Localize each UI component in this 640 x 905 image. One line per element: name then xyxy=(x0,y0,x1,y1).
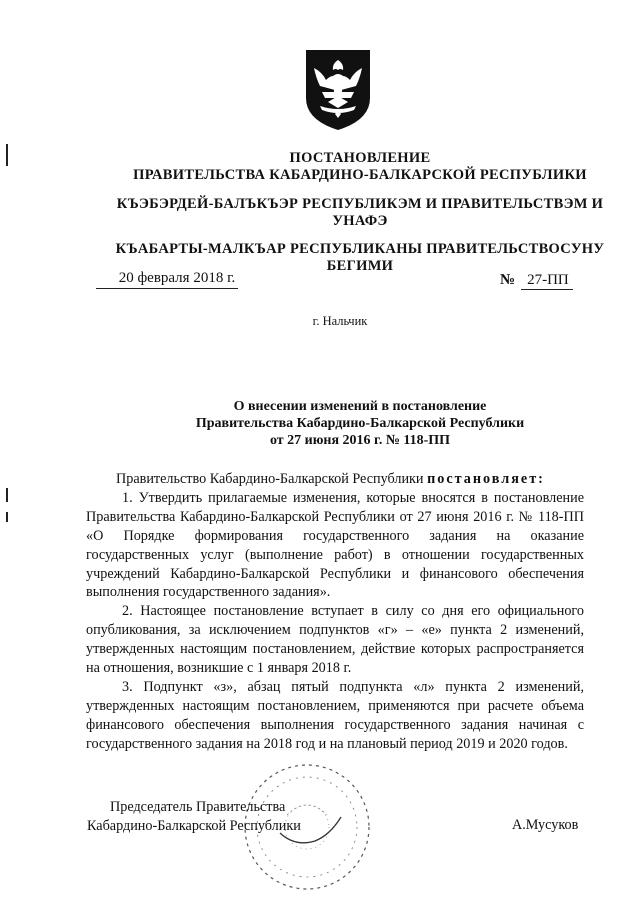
intro-keyword: постановляет: xyxy=(427,471,545,487)
government-name-balkar: КЪАБАРТЫ-МАЛКЪАР РЕСПУБЛИКАНЫ ПРАВИТЕЛЬСТВОСУНУ xyxy=(115,241,605,257)
government-name-kabardian-cont: УНАФЭ xyxy=(332,213,388,229)
intro-text: Правительство Кабардино-Балкарской Республики xyxy=(116,471,428,487)
paragraph-3: 3. Подпункт «з», абзац пятый подпункта «л» пункта 2 изменений, утвержденных настоящим постановлением, применяются при расчете объема финансового обеспечения выполнения государственного задания начиная с государственного задания на 2018 год и на плановый период 2019 и 2020 годов. xyxy=(86,678,584,752)
date-value: 20 февраля 2018 г. xyxy=(118,270,236,286)
city-name: г. Нальчик xyxy=(312,314,368,328)
decree-title-line: О внесении изменений в постановление xyxy=(233,399,487,414)
decree-date xyxy=(96,270,238,289)
date-underline xyxy=(96,288,238,289)
decree-body xyxy=(86,470,584,754)
signatory-position-line1: Председатель Правительства xyxy=(110,799,286,815)
number-value: 27-ПП xyxy=(521,272,573,290)
decree-title-line: Правительства Кабардино-Балкарской Республики xyxy=(195,416,525,431)
paragraph-2: 2. Настоящее постановление вступает в силу со дня его официального опубликования, за исключением подпунктов «г» – «е» пункта 2 изменений, утвержденных настоящим постановлением, действие которых распространяется на отношения, возникшие с 1 января 2018 г. xyxy=(86,603,584,677)
intro-paragraph xyxy=(86,470,584,489)
coat-of-arms-icon xyxy=(302,46,374,132)
signatory-position xyxy=(87,798,301,836)
government-name-kabardian: КЪЭБЭРДЕЙ-БАЛЪКЪЭР РЕСПУБЛИКЭМ И ПРАВИТЕЛЬСТВЭМ И xyxy=(116,196,604,212)
decree-number xyxy=(500,272,590,290)
decree-title-line: от 27 июня 2016 г. № 118-ПП xyxy=(269,433,451,448)
government-name-balkar-cont: БЕГИМИ xyxy=(326,258,394,274)
number-sign: № xyxy=(500,272,516,288)
signatory-position-line2: Кабардино-Балкарской Республики xyxy=(87,817,301,834)
left-margin-mark xyxy=(6,144,8,166)
left-margin-mark xyxy=(6,488,8,502)
signatory-name: А.Мусуков xyxy=(512,817,579,833)
left-margin-mark xyxy=(6,512,8,522)
government-name-ru: ПРАВИТЕЛЬСТВА КАБАРДИНО-БАЛКАРСКОЙ РЕСПУБЛИКИ xyxy=(133,167,587,183)
decree-heading: ПОСТАНОВЛЕНИЕ xyxy=(289,150,431,166)
paragraph-1: 1. Утвердить прилагаемые изменения, которые вносятся в постановление Правительства Кабардино-Балкарской Республики от 27 июня 2016 г. № 118-ПП «О Порядке формирования государственного задания на оказание государственных услуг (выполнение работ) в отношении государственных учреждений Кабардино-Балкарской Республики и финансового обеспечения выполнения государственного задания». xyxy=(86,489,584,601)
